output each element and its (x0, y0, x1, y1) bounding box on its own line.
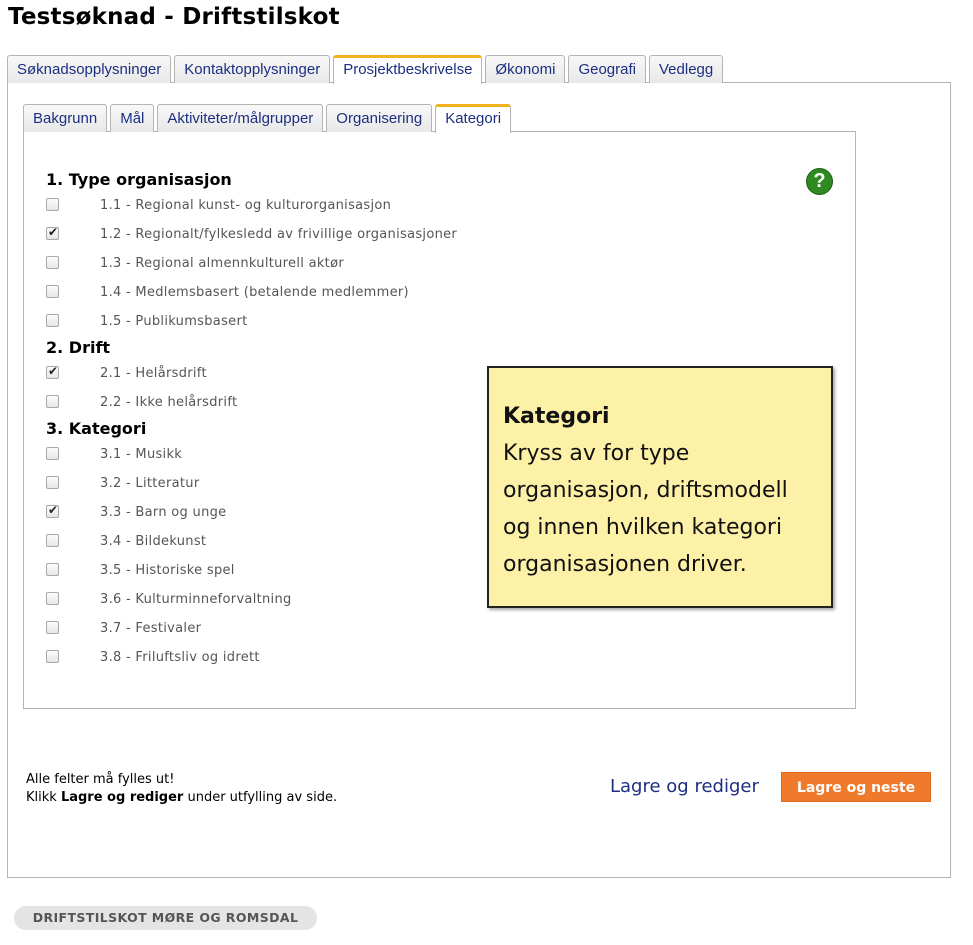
help-tooltip (487, 366, 833, 608)
tab-soknadsopplysninger[interactable]: Søknadsopplysninger (7, 55, 171, 83)
checkmark-icon: ✔ (48, 364, 59, 378)
tooltip-line: Kryss av for type (503, 441, 690, 466)
checkbox-label: 3.2 - Litteratur (100, 476, 200, 491)
page-title: Testsøknad - Driftstilskot (8, 4, 340, 30)
checkbox-label: 3.6 - Kulturminneforvaltning (100, 592, 292, 607)
checkbox-label: 3.1 - Musikk (100, 447, 183, 462)
checkbox[interactable] (46, 285, 59, 298)
checkbox-label: 1.1 - Regional kunst- og kulturorganisasjon (100, 198, 392, 213)
save-and-edit-link[interactable]: Lagre og rediger (610, 776, 759, 797)
checkbox-label: 3.8 - Friluftsliv og idrett (100, 650, 260, 665)
subtab-kategori[interactable]: Kategori (435, 104, 511, 133)
tooltip-line: og innen hvilken kategori (503, 515, 783, 540)
checkbox-label: 3.7 - Festivaler (100, 621, 202, 636)
checkbox-label: 2.1 - Helårsdrift (100, 366, 207, 381)
help-icon[interactable]: ? (806, 168, 833, 195)
checkbox[interactable] (46, 505, 59, 518)
tab-vedlegg[interactable]: Vedlegg (649, 55, 723, 83)
note-prefix: Klikk (26, 790, 61, 805)
tab-prosjektbeskrivelse[interactable]: Prosjektbeskrivelse (333, 55, 482, 84)
required-fields-note (26, 771, 337, 807)
main-tab-bar (7, 55, 723, 83)
checkbox-label: 1.5 - Publikumsbasert (100, 314, 248, 329)
checkbox[interactable] (46, 592, 59, 605)
checkbox-label: 3.4 - Bildekunst (100, 534, 207, 549)
checkbox-label: 1.2 - Regionalt/fylkesledd av frivillige organisasjoner (100, 227, 458, 242)
tooltip-title: Kategori (503, 404, 610, 429)
sub-tab-bar (23, 104, 511, 132)
checkbox[interactable] (46, 447, 59, 460)
checkbox[interactable] (46, 256, 59, 269)
save-and-next-button[interactable]: Lagre og neste (781, 772, 931, 802)
tab-okonomi[interactable]: Økonomi (485, 55, 565, 83)
checkbox[interactable] (46, 198, 59, 211)
checkbox-label: 3.3 - Barn og unge (100, 505, 227, 520)
organization-badge: DRIFTSTILSKOT MØRE OG ROMSDAL (14, 906, 317, 930)
checkbox[interactable] (46, 621, 59, 634)
subtab-aktiviteter-malgrupper[interactable]: Aktiviteter/målgrupper (157, 104, 323, 132)
section-heading-type-organisasjon: 1. Type organisasjon (46, 170, 232, 189)
checkbox[interactable] (46, 366, 59, 379)
checkmark-icon: ✔ (48, 225, 59, 239)
note-line-1: Alle felter må fylles ut! (26, 772, 175, 787)
tab-kontaktopplysninger[interactable]: Kontaktopplysninger (174, 55, 330, 83)
checkbox[interactable] (46, 227, 59, 240)
note-suffix: under utfylling av side. (183, 790, 338, 805)
note-line-2 (26, 789, 337, 807)
checkbox[interactable] (46, 395, 59, 408)
checkbox[interactable] (46, 534, 59, 547)
subtab-organisering[interactable]: Organisering (326, 104, 432, 132)
checkmark-icon: ✔ (48, 503, 59, 517)
checkbox[interactable] (46, 650, 59, 663)
tab-geografi[interactable]: Geografi (568, 55, 646, 83)
section-heading-kategori: 3. Kategori (46, 419, 147, 438)
subtab-bakgrunn[interactable]: Bakgrunn (23, 104, 107, 132)
checkbox-label: 1.4 - Medlemsbasert (betalende medlemmer) (100, 285, 409, 300)
section-heading-drift: 2. Drift (46, 338, 111, 357)
checkbox-label: 2.2 - Ikke helårsdrift (100, 395, 238, 410)
tooltip-line: organisasjon, driftsmodell (503, 478, 788, 503)
checkbox-label: 3.5 - Historiske spel (100, 563, 235, 578)
note-bold: Lagre og rediger (60, 790, 184, 805)
tooltip-line: organisasjonen driver. (503, 552, 747, 577)
checkbox[interactable] (46, 314, 59, 327)
checkbox-label: 1.3 - Regional almennkulturell aktør (100, 256, 344, 271)
subtab-mal[interactable]: Mål (110, 104, 154, 132)
checkbox[interactable] (46, 563, 59, 576)
checkbox[interactable] (46, 476, 59, 489)
